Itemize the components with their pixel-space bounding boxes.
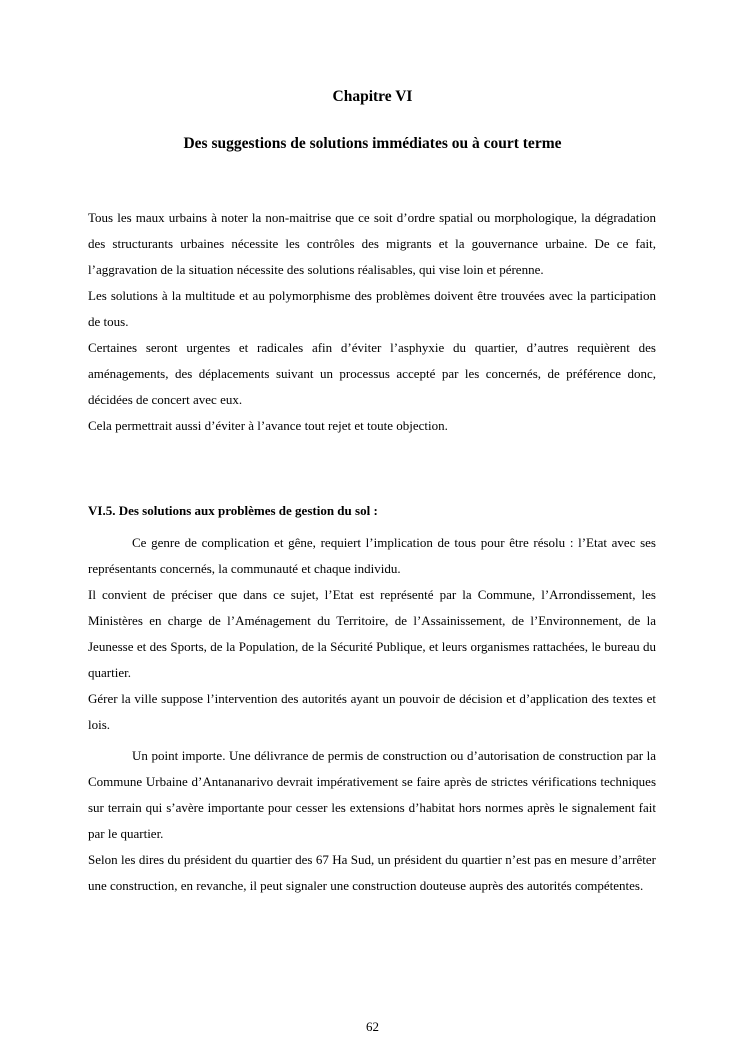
intro-paragraph: Les solutions à la multitude et au polymorphisme des problèmes doivent être trouvées avec la participation de tous. (88, 288, 656, 329)
closing-paragraph: Selon les dires du président du quartier des 67 Ha Sud, un président du quartier n’est pas en mesure d’arrêter une construction, en revanche, il peut signaler une construction douteuse auprès des autorités compétentes. (88, 852, 656, 893)
chapter-subtitle: Des suggestions de solutions immédiates ou à court terme (183, 135, 562, 152)
intro-block (88, 205, 656, 439)
page-number: 62 (366, 1019, 379, 1034)
closing-block (88, 743, 656, 899)
intro-paragraph: Certaines seront urgentes et radicales afin d’éviter l’asphyxie du quartier, d’autres requièrent des aménagements, des déplacements suivant un processus accepté par les concernés, de préférence donc, décidées de concert avec eux. (88, 340, 656, 407)
section-paragraph: Gérer la ville suppose l’intervention des autorités ayant un pouvoir de décision et d’application des textes et lois. (88, 691, 656, 732)
section-paragraph: Il convient de préciser que dans ce sujet, l’Etat est représenté par la Commune, l’Arrondissement, les Ministères en charge de l’Aménagement du Territoire, de l’Assainissement, de l’Environnement, de la Jeunesse et des Sports, de la Population, de la Sécurité Publique, et leurs organismes rattachées, le bureau du quartier. (88, 587, 656, 680)
intro-paragraph: Cela permettrait aussi d’éviter à l’avance tout rejet et toute objection. (88, 418, 448, 433)
section-heading: VI.5. Des solutions aux problèmes de gestion du sol : (88, 503, 378, 518)
section-block (88, 530, 656, 738)
closing-paragraph: Un point importe. Une délivrance de permis de construction ou d’autorisation de construction par la Commune Urbaine d’Antananarivo devrait impérativement se faire après de strictes vérifications techniques sur terrain qui s’avère importante pour cesser les extensions d’habitat hors normes après le signalement fait par le quartier. (88, 748, 656, 841)
chapter-heading: Chapitre VI (332, 88, 413, 105)
section-paragraph: Ce genre de complication et gêne, requiert l’implication de tous pour être résolu : l’Etat avec ses représentants concernés, la communauté et chaque individu. (88, 535, 656, 576)
intro-paragraph: Tous les maux urbains à noter la non-maitrise que ce soit d’ordre spatial ou morphologique, la dégradation des structurants urbaines nécessite les contrôles des migrants et la gouvernance urbaine. De ce fait, l’aggravation de la situation nécessite des solutions réalisables, qui vise loin et pérenne. (88, 210, 656, 277)
